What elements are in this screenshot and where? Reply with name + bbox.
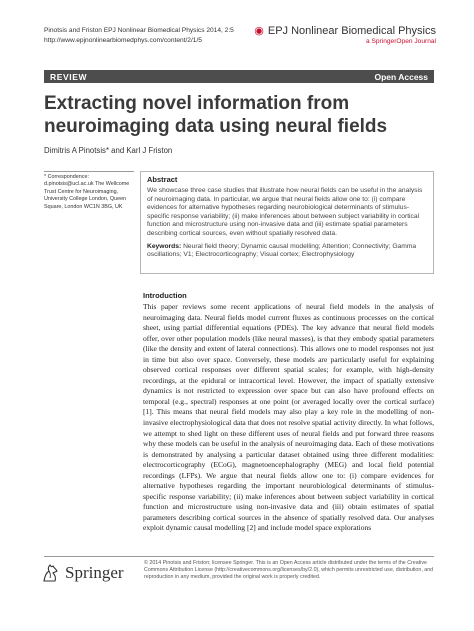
publisher-name: Springer: [65, 563, 124, 582]
article-type-label: REVIEW: [50, 71, 88, 82]
springer-horse-icon: [40, 562, 62, 584]
citation-line: Pinotsis and Friston EPJ Nonlinear Biomedical Physics 2014, 2:5: [44, 27, 234, 34]
abstract-text: We showcase three case studies that illustrate how neural fields can be useful in the analysis of neuroimaging data. In particular, we argue that neural fields allow one to: (i) compare evidences for alternative hypotheses regarding neurobiological determinants of stimulus-specific response variability; (ii) make inferences about between subject variability in cortical function and microstructure using non-invasive data and (iii) estimate spatial parameters describing cortical sources, even without spatially resolved data.: [147, 187, 423, 237]
keywords-list: Neural field theory; Dynamic causal modelling; Attention; Connectivity; Gamma oscillations; V1; Electrocorticography; Visual cortex; Electrophysiology: [147, 242, 417, 259]
correspondence-note: * Correspondence: d.pinotsis@ucl.ac.uk The Wellcome Trust Centre for Neuroimaging, University College London, Queen Square, London WC1N 3BG, UK: [44, 171, 134, 211]
article-url[interactable]: http://www.epjnonlinearbiomedphys.com/content/2/1/5: [44, 36, 202, 44]
epj-logo-icon: ◉: [254, 25, 264, 37]
article-title: Extracting novel information from neuroimaging data using neural fields: [44, 93, 388, 137]
license-text: © 2014 Pinotsis and Friston; licensee Springer. This is an Open Access article distributed under the terms of the Creative Commons Attribution License (http://creativecommons.org/licenses/by/2.0), which permits unrestricted use, distribution, and reproduction in any medium, provided the original work is properly credited.: [144, 560, 434, 580]
open-access-label: Open Access: [374, 71, 428, 82]
abstract-box: [140, 171, 434, 274]
article-type-banner: [44, 70, 434, 83]
journal-subtitle: a SpringerOpen Journal: [365, 38, 436, 45]
springer-logo: [40, 562, 124, 584]
journal-brand: [254, 24, 436, 45]
footer-divider: [44, 556, 434, 557]
journal-name: EPJ Nonlinear Biomedical Physics: [267, 24, 436, 37]
introduction-paragraph: This paper reviews some recent applications of neural field models in the analysis of neuroimaging data. Neural fields model current fluxes as continuous processes on the cortical sheet, using partial differential equations (PDEs). The key advance that neural field models offer, over other population models (like neural masses), is that they embody spatial parameters (like the density and extent of lateral connections). This allows one to model responses not just in time but also over space. Conversely, these models are particularly useful for explaining observed cortical responses over different spatial scales; for example, with high-density recordings, at the epidural or intracortical level. However, the impact of spatially extensive dynamics is not restricted to expression over space but can also have profound effects on temporal (e.g., spectral) responses at one point (or averaged locally over the cortical surface) [1]. This means that neural field models may also play a key role in the modelling of non-invasive electrophysiological data that does not resolve spatial activity directly. In what follows, we attempt to shed light on these different uses of neural fields and put forward three reasons why these models can be useful in the analysis of neuroimaging data. Each of these motivations is demonstrated by analysing a particular dataset obtained using three different modalities: electrocorticography (ECoG), magnetoencephalography (MEG) and local field potential recordings (LFPs). We argue that neural fields allow one to: (i) compare evidences for alternative hypotheses regarding the important neurobiological determinants of stimulus-specific response variability; (ii) make inferences about between subject variability in cortical function and microstructure using non-invasive data and (iii) obtain estimates of spatial parameters describing cortical sources in the absence of spatially resolved data. Our analyses exploit dynamic causal modelling [2] and include model space explorations: [143, 302, 434, 533]
keywords-label: Keywords:: [147, 242, 182, 250]
abstract-heading: Abstract: [147, 175, 178, 184]
author-list: Dimitris A Pinotsis* and Karl J Friston: [44, 146, 173, 155]
keywords: [147, 243, 427, 260]
introduction-heading: Introduction: [143, 291, 187, 300]
